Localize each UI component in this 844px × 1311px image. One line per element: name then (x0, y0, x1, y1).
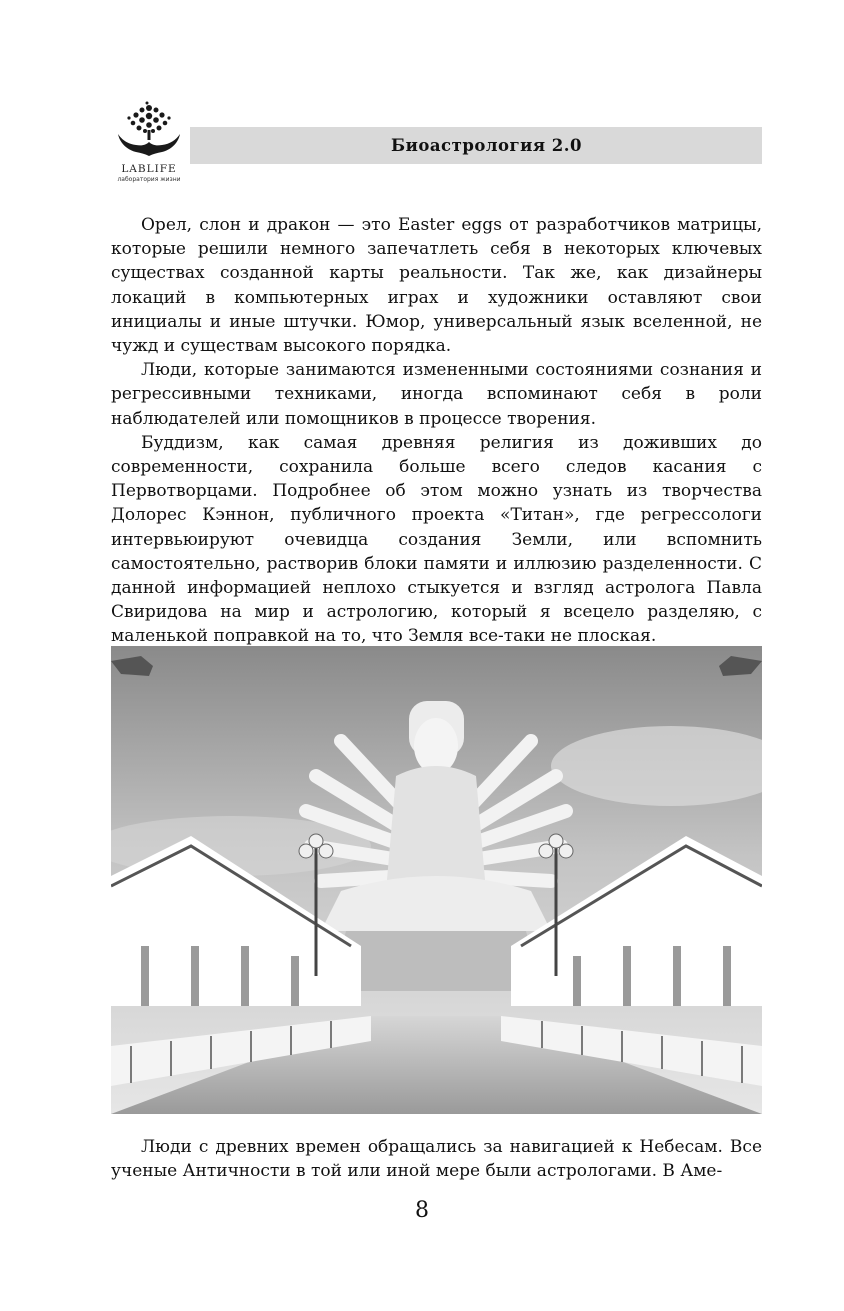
page-number: 8 (415, 1198, 429, 1223)
photo-illustration (111, 646, 762, 1114)
body-text-bottom (111, 1135, 762, 1183)
paragraph: Люди с древних времен обращались за навигацией к Небесам. Все ученые Античности в той или иной мере были астрологами. В Аме- (111, 1137, 762, 1182)
paragraph: Люди, которые занимаются измененными состояниями сознания и регрессивными техниками, иногда вспоминают себя в роли наблюдателей или помощников в процессе творения. (111, 360, 762, 429)
body-text-top (111, 213, 762, 649)
logo-wordmark: LABLIFE (121, 163, 177, 175)
paragraph: Буддизм, как самая древняя религия из доживших до современности, сохранила больше всего следов касания с Первотворцами. Подробнее об этом можно узнать из творчества Долорес Кэннон, публичного проекта «Титан», где регрессологи интервьюируют очевидца создания Земли, или вспомнить самостоятельно, растворив блоки памяти и иллюзию разделенности. С данной информацией неплохо стыкуется и взгляд астролога Павла Свиридова на мир и астрологию, который я всецело разделяю, с маленькой поправкой на то, что Земля все-таки не плоская. (111, 432, 762, 647)
publisher-logo (108, 100, 190, 190)
paragraph: Орел, слон и дракон — это Easter eggs от разработчиков матрицы, которые решили немного запечатлеть себя в некоторых ключевых существах созданной карты реальности. Так же, как дизайнеры локаций в компьютерных играх и художники оставляют свои инициалы и иные штучки. Юмор, универсальный язык вселенной, не чужд и существам высокого порядка. (111, 215, 762, 357)
logo-subtitle: лаборатория жизни (117, 176, 181, 183)
running-header (190, 127, 762, 164)
book-title: Биоастрология 2.0 (391, 136, 582, 155)
buddha-statue-photo (111, 646, 762, 1114)
hands-tree-icon (114, 100, 184, 162)
